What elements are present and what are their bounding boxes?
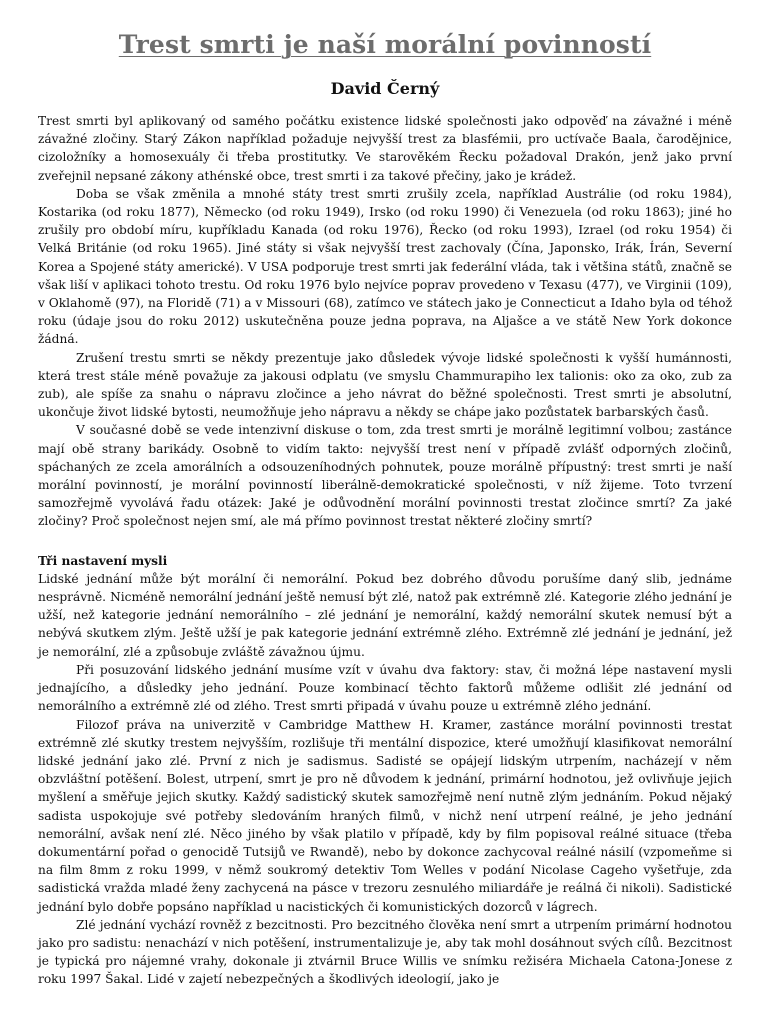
section-heading: Tři nastavení mysli [38,553,168,568]
paragraph: Zlé jednání vychází rovněž z bezcitnosti. Pro bezcitného člověka není smrt a utrpením primární hodnotou jako pro sadistu: nenachází v nich potěšení, instrumentalizuje je, aby tak mohl dosáhnout svých cílů. Bezcitnost je typická pro nájemné vrahy, dokonale ji ztvárnil Bruce Willis ve snímku režiséra Michaela Catona-Jonese z roku 1997 Šakal. Lidé v zajetí nebezpečných a škodlivých ideologií, jako je [38,917,732,987]
paragraph: Lidské jednání může být morální či nemorální. Pokud bez dobrého důvodu porušíme daný slib, jednáme nesprávně. Nicméně nemorální jednání ještě nemusí být zlé, natož pak extrémně zlé. Kategorie zlého jednání je užší, než kategorie jednání nemorálního – zlé jednání je nemorální, každý nemorální skutek nemusí být a nebývá skutkem zlým. Ještě užší je pak kategorie jednání extrémně zlého. Extrémně zlé jednání je jednání, jež je nemorální, zlé a způsobuje zvláště závažnou újmu. [38,571,732,659]
paragraph: Zrušení trestu smrti se někdy prezentuje jako důsledek vývoje lidské společnosti k vyšší humánnosti, která trest stále méně považuje za jakousi odplatu (ve smyslu Chammurapiho lex talionis: oko za oko, zub za zub), ale spíše za snahu o nápravu zločince a jeho návrat do běžné společnosti. Trest smrti je absolutní, ukončuje život lidské bytosti, neumožňuje jeho nápravu a někdy se chápe jako pozůstatek barbarských časů. [38,350,732,420]
paragraph: Při posuzování lidského jednání musíme vzít v úvahu dva faktory: stav, či možná lépe nastavení mysli jednajícího, a důsledky jeho jednání. Pouze kombinací těchto faktorů můžeme odlišit zlé jednání od nemorálního a extrémně zlé od zlého. Trest smrti připadá v úvahu pouze u extrémně zlého jednání. [38,662,732,714]
paragraph: Trest smrti byl aplikovaný od samého počátku existence lidské společnosti jako odpověď na závažné i méně závažné zločiny. Starý Zákon například požaduje nejvyšší trest za blasfémii, pro uctívače Baala, čarodějnice, cizoložníky a homosexuály či třeba prostitutky. Ve starověkém Řecku požadoval Drakón, jenž jako první zveřejnil nepsané zákony athénské obce, trest smrti i za takové přečiny, jako je krádež. [38,114,732,183]
document-title: Trest smrti je naší morální povinností [118,30,652,59]
author-name: David Černý [330,79,440,98]
paragraph: Doba se však změnila a mnohé státy trest smrti zrušily zcela, například Austrálie (od roku 1984), Kostarika (od roku 1877), Německo (od roku 1949), Irsko (od roku 1990) či Venezuela (od roku 1863); jiné ho zrušily pro období míru, kupříkladu Kanada (od roku 1976), Řecko (od roku 1993), Izrael (od roku 1954) či Velká Británie (od roku 1965). Jiné státy si však nejvyšší trest zachovaly (Čína, Japonsko, Irák, Írán, Severní Korea a Spojené státy americké). V USA podporuje trest smrti jak federální vláda, tak i většina států, značně se však liší v aplikaci tohoto trestu. Od roku 1976 bylo nejvíce poprav provedeno v Texasu (477), ve Virginii (109), v Oklahomě (97), na Floridě (71) a v Missouri (68), zatímco ve státech jako je Connecticut a Idaho byla od téhož roku (údaje jsou do roku 2012) uskutečněna pouze jedna poprava, na Aljašce a ve státě New York dokonce žádná. [38,186,732,347]
paragraph: Filozof práva na univerzitě v Cambridge Matthew H. Kramer, zastánce morální povinnosti trestat extrémně zlé skutky trestem nejvyšším, rozlišuje tři mentální dispozice, které umožňují klasifikovat nemorální lidské jednání jako zlé. První z nich je sadismus. Sadisté se opájejí lidským utrpením, nacházejí v něm obzvláštní potěšení. Bolest, utrpení, smrt je pro ně důvodem k jednání, primární hodnotou, jež ovlivňuje jejich myšlení a směřuje jejich skutky. Každý sadistický skutek samozřejmě není nutně zlým jednáním. Pokud nějaký sadista uspokojuje své potřeby sledováním hraných filmů, v nichž není utrpení reálné, je jeho jednání nemorální, avšak není zlé. Něco jiného by však platilo v případě, kdy by film popisoval reálné situace (třeba dokumentární pořad o genocidě Tutsijů ve Rwandě), nebo by dokonce zachycoval reálné násilí (vzpomeňme si na film 8mm z roku 1999, v němž soukromý detektiv Tom Welles v podání Nicolase Cageho vyšetřuje, zda sadistická vražda mladé ženy zachycená na pásce v trezoru zesnulého miliardáře je reálná či nikoli). Sadistické jednání bylo dobře popsáno například u nacistických či komunistických dozorců v lágrech. [38,717,732,914]
paragraph: V současné době se vede intenzivní diskuse o tom, zda trest smrti je morálně legitimní volbou; zastánce mají obě strany barikády. Osobně to vidím takto: nejvyšší trest není v případě zvlášť odporných zločinů, spáchaných ze zcela amorálních a odsouzeníhodných pohnutek, pouze morálně přípustný: trest smrti je naší morální povinností, je morální povinností liberálně-demokratické společnosti, v níž žijeme. Toto tvrzení samozřejmě vyvolává řadu otázek: Jaké je odůvodnění morální povinnosti trestat zločince smrtí? Za jaké zločiny? Proč společnost nejen smí, ale má přímo povinnost trestat některé zločiny smrtí? [38,423,732,529]
document-page [38,30,732,989]
